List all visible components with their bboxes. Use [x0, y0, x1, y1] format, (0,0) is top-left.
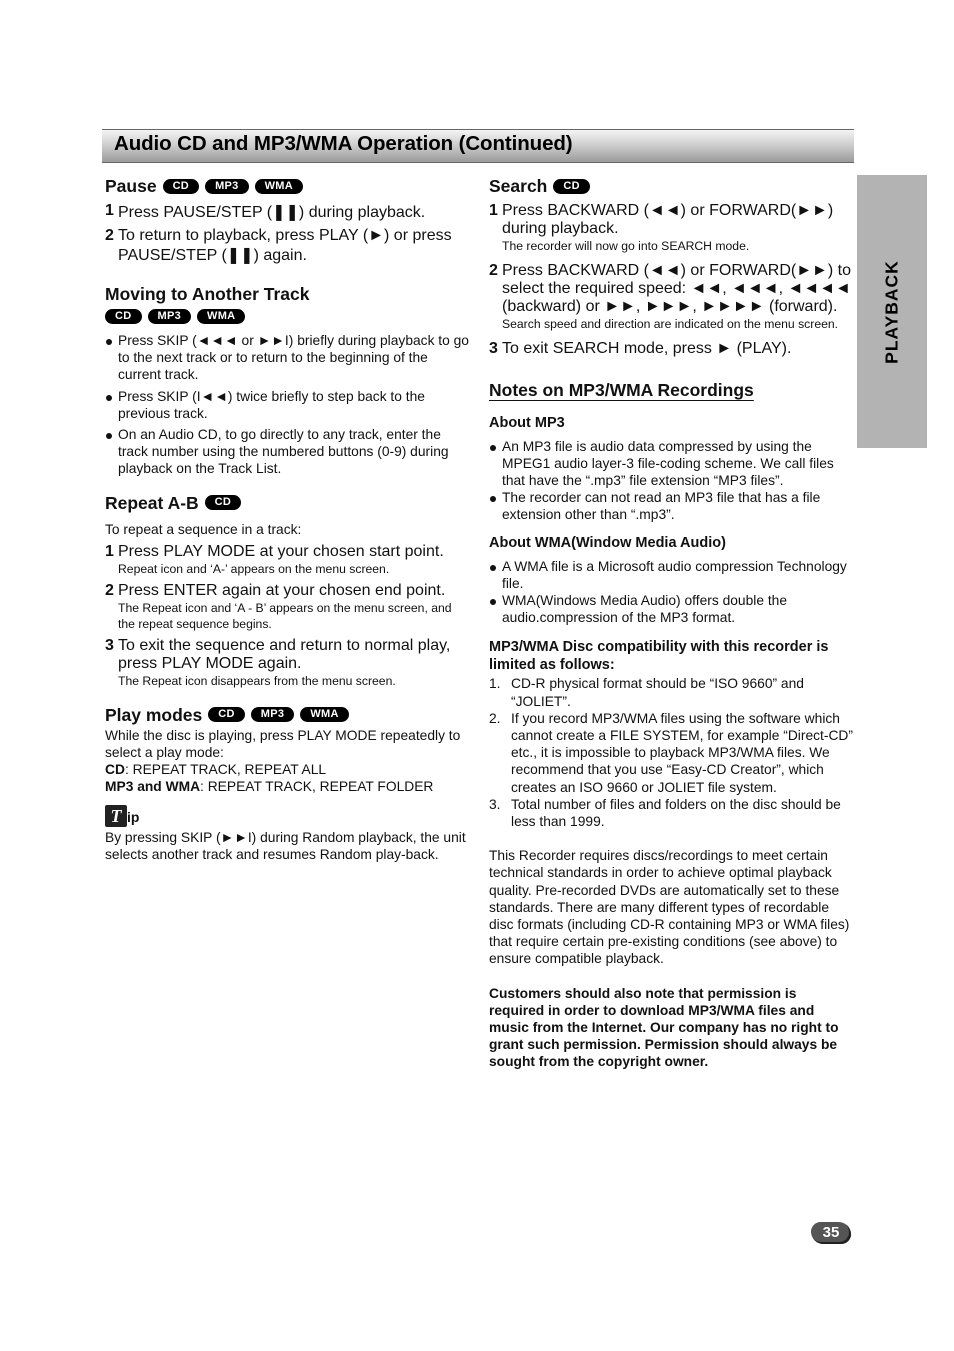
repeat-step	[105, 637, 470, 689]
step-text: Press PAUSE/STEP (❚❚) during playback.	[118, 204, 426, 221]
tip-icon: T	[105, 805, 127, 827]
step-text: To exit the sequence and return to normal play, press PLAY MODE again.	[118, 636, 451, 672]
step-text: Press PLAY MODE at your chosen start point.	[118, 542, 444, 560]
play-modes-intro: While the disc is playing, press PLAY MODE repeatedly to select a play mode:	[105, 727, 461, 761]
compat-heading: MP3/WMA Disc compatibility with this recorder is limited as follows:	[489, 639, 829, 674]
step-number: 2	[105, 581, 114, 599]
step-number: 1	[105, 542, 114, 560]
step-text: Press BACKWARD (◄◄) or FORWARD(►►) during playback.	[502, 202, 834, 237]
list-item-text: Total number of files and folders on the disc should be less than 1999.	[511, 796, 841, 829]
cd-badge: CD	[105, 309, 142, 324]
step-note: The Repeat icon and ‘A - B’ appears on the menu screen, and the repeat sequence begins.	[118, 600, 452, 631]
list-item	[489, 489, 854, 523]
pause-section	[105, 174, 470, 265]
list-item-text: The recorder can not read an MP3 file that has a file extension other than “.mp3”.	[502, 490, 821, 523]
list-item	[489, 710, 854, 796]
page-number: 35	[811, 1222, 851, 1244]
list-item-text: WMA(Windows Media Audio) offers double the audio.compression of the MP3 format.	[502, 592, 788, 626]
search-heading	[489, 174, 854, 198]
step-number: 1	[489, 202, 498, 219]
search-step	[489, 340, 854, 358]
tip-section	[105, 805, 470, 863]
list-item	[105, 388, 470, 422]
side-tab-label: PLAYBACK	[881, 259, 902, 364]
list-item-text: Press SKIP (◄◄◄ or ►►I) briefly during playback to go to the next track or to return to the beginning of the current track.	[118, 333, 469, 383]
compat-list	[489, 675, 854, 830]
step-number: 2	[105, 227, 114, 244]
step-note: The recorder will now go into SEARCH mode.	[502, 239, 750, 253]
step-note: Search speed and direction are indicated on the menu screen.	[502, 317, 839, 331]
item-number: 2.	[489, 710, 501, 726]
pause-step	[105, 227, 470, 265]
pause-badges	[163, 179, 303, 194]
step-text: To exit SEARCH mode, press ► (PLAY).	[502, 339, 792, 357]
play-modes-section	[105, 703, 470, 796]
list-item	[105, 332, 470, 384]
step-number: 3	[489, 339, 498, 357]
permission-warning: Customers should also note that permission is required in order to download MP3/WMA files and music from the Internet. Our company has no right to grant such permission. Permission should always be sought from the copyright owner.	[489, 985, 839, 1070]
about-mp3-heading: About MP3	[489, 414, 565, 431]
cd-badge: CD	[208, 707, 245, 722]
step-text: Press ENTER again at your chosen end point.	[118, 581, 446, 599]
cd-label: CD	[105, 762, 125, 778]
list-item	[489, 558, 854, 592]
play-modes-title: Play modes	[105, 704, 203, 725]
step-text: To return to playback, press PLAY (►) or press PAUSE/STEP (❚❚) again.	[118, 227, 452, 264]
notes-heading: Notes on MP3/WMA Recordings	[489, 379, 754, 400]
list-item-text: On an Audio CD, to go directly to any track, enter the track number using the numbered buttons (0-9) during playback on the Track List.	[118, 427, 449, 477]
tip-heading	[105, 805, 470, 827]
step-note: Repeat icon and ‘A-’ appears on the menu screen.	[118, 561, 390, 576]
step-number: 2	[489, 262, 498, 279]
moving-list	[105, 332, 470, 478]
search-step	[489, 262, 854, 334]
moving-heading: Moving to Another Track	[105, 284, 310, 304]
tip-text: By pressing SKIP (►►I) during Random playback, the unit selects another track and resumes Random play-back.	[105, 829, 466, 862]
item-number: 3.	[489, 796, 501, 812]
cd-modes: : REPEAT TRACK, REPEAT ALL	[124, 762, 327, 778]
step-number: 3	[105, 636, 114, 654]
wma-badge: WMA	[300, 707, 348, 722]
repeat-intro: To repeat a sequence in a track:	[105, 521, 302, 537]
list-item	[489, 438, 854, 490]
search-section	[489, 174, 854, 358]
cd-badge: CD	[553, 179, 590, 194]
play-modes-badges	[208, 707, 348, 722]
mp3-label: MP3 and WMA	[105, 779, 201, 795]
list-item-text: If you record MP3/WMA files using the software which cannot create a FILE SYSTEM, for example “Direct-CD” etc., it is impossible to playback MP3/WMA files. We recommend that you use “Easy-CD Creator”, which creates an ISO 9660 or JOLIET file system.	[511, 710, 853, 795]
play-modes-cd	[105, 761, 470, 778]
moving-section	[105, 282, 470, 478]
play-modes-mp3	[105, 778, 470, 795]
list-item	[105, 426, 470, 478]
list-item	[489, 675, 854, 709]
wma-badge: WMA	[197, 309, 245, 324]
mp3-modes: : REPEAT TRACK, REPEAT FOLDER	[200, 779, 434, 795]
pause-step	[105, 202, 470, 222]
list-item	[489, 796, 854, 830]
moving-badges	[105, 309, 245, 324]
step-note: The Repeat icon disappears from the menu screen.	[118, 673, 396, 688]
about-mp3-list	[489, 438, 854, 524]
repeat-section	[105, 491, 470, 689]
repeat-title: Repeat A-B	[105, 492, 199, 513]
search-step	[489, 202, 854, 254]
wma-badge: WMA	[255, 179, 303, 194]
tip-label: ip	[127, 808, 140, 825]
search-title: Search	[489, 176, 548, 196]
mp3-badge: MP3	[251, 707, 295, 722]
cd-badge: CD	[163, 179, 200, 194]
title-bar	[102, 129, 854, 163]
standards-paragraph: This Recorder requires discs/recordings to meet certain technical standards in order to achieve optimal playback quality. Pre-recorded DVDs are automatically set to these standards. There are many different types of recordable disc formats (including CD-R containing MP3 or WMA files) that require certain pre-existing conditions (see above) to ensure compatible playback.	[489, 848, 850, 967]
mp3-badge: MP3	[205, 179, 249, 194]
about-wma-heading: About WMA(Window Media Audio)	[489, 534, 726, 551]
pause-title: Pause	[105, 176, 157, 196]
step-number: 1	[105, 202, 114, 219]
about-wma-list	[489, 558, 854, 627]
list-item-text: Press SKIP (I◄◄) twice briefly to step back to the previous track.	[118, 388, 425, 421]
right-column	[489, 174, 854, 1071]
repeat-heading	[105, 491, 470, 515]
page-title: Audio CD and MP3/WMA Operation (Continued)	[114, 132, 573, 155]
repeat-step	[105, 582, 470, 632]
left-column	[105, 174, 470, 863]
list-item-text: A WMA file is a Microsoft audio compression Technology file.	[502, 558, 847, 591]
notes-section	[489, 378, 854, 1071]
play-modes-heading	[105, 703, 470, 727]
mp3-badge: MP3	[148, 309, 192, 324]
list-item-text: CD-R physical format should be “ISO 9660” and “JOLIET”.	[511, 676, 804, 709]
pause-heading	[105, 174, 470, 198]
list-item-text: An MP3 file is audio data compressed by using the MPEG1 audio layer-3 file-coding scheme. We call files that have the “.mp3” file extension “MP3 files”.	[502, 438, 834, 488]
item-number: 1.	[489, 676, 501, 692]
cd-badge: CD	[205, 495, 242, 510]
step-text: Press BACKWARD (◄◄) or FORWARD(►►) to select the required speed: ◄◄, ◄◄◄, ◄◄◄◄ (backward) or ►►, ►►►, ►►►► (forward).	[502, 262, 851, 315]
side-tab-playback	[857, 175, 927, 448]
repeat-step	[105, 543, 470, 577]
list-item	[489, 592, 854, 626]
